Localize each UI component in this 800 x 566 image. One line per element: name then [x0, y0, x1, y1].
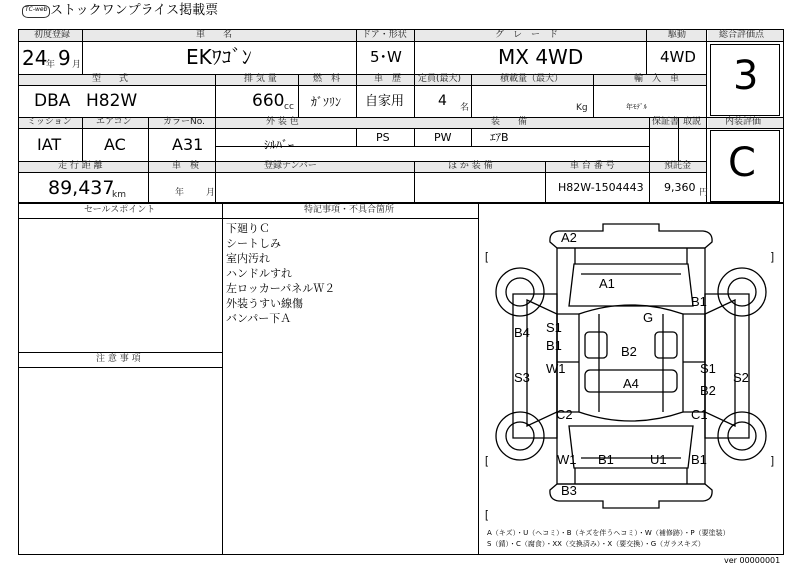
label-history: 車 歴 [374, 74, 402, 84]
note-item: 室内汚れ [226, 252, 270, 265]
label-interior-score: 内装評価 [725, 117, 762, 127]
label-mileage: 走 行 距 離 [58, 161, 103, 171]
label-capacity: 定員(最大) [418, 74, 462, 84]
label-drive: 駆動 [668, 30, 687, 40]
label-aircon: エアコン [96, 117, 132, 127]
mark-s1-right: S1 [700, 361, 716, 376]
label-inspection: 車 検 [172, 161, 200, 171]
capacity-unit: 名 [460, 103, 470, 113]
equip-airbag: ｴｱB [490, 131, 509, 144]
color-no: A31 [172, 135, 204, 154]
price-unit: 円 [699, 188, 709, 198]
label-price: 預託金 [664, 161, 692, 171]
label-notes-header: 特記事項・不具合箇所 [304, 205, 395, 215]
mark-w1-bottom: W1 [557, 452, 577, 467]
reg-year: 24 [22, 46, 48, 70]
import-model-year: 年ﾓﾃﾞﾙ [626, 103, 647, 111]
mark-u1: U1 [650, 452, 667, 467]
mark-c2: C2 [556, 407, 573, 422]
label-mission: ミッション [27, 117, 72, 127]
note-item: 外装うすい線傷 [226, 297, 303, 310]
reg-month: 9 [58, 46, 71, 70]
legend-line-2: S（錆）・C（腐食）・XX（交換済み）・X（要交換）・G（ガラスキズ） [487, 540, 705, 548]
mark-b1-bottom: B1 [598, 452, 614, 467]
bracket-close: ] [771, 251, 775, 263]
bracket-close: ] [771, 455, 775, 467]
label-door-shape: ドア・形状 [362, 30, 407, 40]
mark-w1-left: W1 [546, 361, 566, 376]
aircon: AC [104, 135, 126, 154]
displacement: 660 [252, 91, 285, 111]
mark-b3: B3 [561, 483, 577, 498]
label-displacement: 排 気 量 [244, 74, 277, 84]
model: H82W [86, 91, 138, 111]
label-sales-point: セールスポイント [84, 205, 156, 215]
label-equipment: 装 備 [491, 117, 528, 127]
mark-g: G [643, 310, 654, 325]
reg-month-unit: 月 [72, 60, 82, 70]
label-chassis-no: 車 台 番 号 [570, 161, 615, 171]
note-item: シートしみ [226, 237, 281, 250]
interior-score: C [728, 140, 756, 186]
chassis-no: H82W-1504443 [558, 181, 644, 194]
reg-year-unit: 年 [46, 60, 56, 70]
note-item: 下廻りＣ [226, 222, 270, 235]
equip-ps: PS [376, 131, 390, 144]
label-manual: 取説 [683, 117, 702, 127]
inspection-year-unit: 年 [175, 188, 185, 198]
mission: IAT [37, 135, 62, 154]
label-fuel: 燃 料 [313, 74, 341, 84]
fuel: ｶﾞｿﾘﾝ [311, 95, 342, 109]
label-load: 積載量（最大） [500, 74, 564, 84]
mark-a2: A2 [561, 230, 577, 245]
displacement-unit: cc [284, 102, 294, 112]
version-label: ver 00000001 [724, 556, 781, 565]
label-import: 輸 入 車 [634, 74, 680, 84]
load-unit: Kg [576, 103, 588, 113]
mark-b1-bottom-right: B1 [691, 452, 707, 467]
capacity: 4 [438, 93, 447, 109]
mileage: 89,437 [48, 177, 115, 199]
logo-text: TC-web [25, 6, 48, 13]
note-item: 左ロッカーパネルＷ２ [226, 282, 336, 295]
equip-pw: PW [434, 131, 452, 144]
label-other-equipment: ほ か 装 備 [448, 161, 493, 171]
bracket-open: [ [485, 251, 489, 263]
logo [22, 5, 50, 18]
mark-s3: S3 [514, 370, 530, 385]
mark-b4: B4 [514, 325, 530, 340]
mark-s1-left: S1 [546, 320, 562, 335]
history: 自家用 [365, 94, 405, 109]
grade: MX 4WD [498, 45, 584, 69]
bracket-open: [ [485, 455, 489, 467]
mark-s2: S2 [733, 370, 749, 385]
label-grade: グ レ ー ド [495, 30, 559, 40]
label-reg-number: 登録ナンバー [264, 161, 317, 171]
page-title: ストックワンプライス掲載票 [50, 3, 219, 18]
overall-score: 3 [733, 53, 759, 99]
bracket-open: [ [485, 509, 489, 521]
label-caution: 注 意 事 項 [96, 354, 141, 364]
price: 9,360 [664, 181, 696, 194]
mark-c1: C1 [691, 407, 708, 422]
mark-b1-left: B1 [546, 338, 562, 353]
label-color-no: カラーNo. [163, 117, 205, 127]
legend-line-1: A（キズ）・U（ヘコミ）・B（キズを伴うヘコミ）・W（補修跡）・P（要塗装） [487, 529, 730, 537]
car-name: EKﾜｺﾞﾝ [186, 45, 252, 69]
inspection-month-unit: 月 [206, 188, 216, 198]
drive: 4WD [660, 48, 696, 66]
note-item: バンパー下Ａ [226, 312, 292, 325]
main-table [18, 29, 707, 203]
model-prefix: DBA [34, 91, 71, 111]
mark-a1: A1 [599, 276, 615, 291]
mark-b1-top: B1 [691, 294, 707, 309]
ext-color: ｼﾙﾊﾞｰ [264, 138, 295, 152]
label-first-reg: 初度登録 [34, 30, 71, 40]
car-diagram [479, 204, 783, 554]
notes-list [226, 221, 335, 326]
mark-b2-right: B2 [700, 383, 716, 398]
mark-b2-center: B2 [621, 344, 637, 359]
label-overall-score: 総合評価点 [719, 30, 765, 40]
mark-a4: A4 [623, 376, 639, 391]
note-item: ハンドルすれ [226, 267, 292, 280]
label-model: 型 式 [92, 74, 129, 84]
label-car-name: 車 名 [196, 30, 233, 40]
label-warranty: 保証書 [652, 117, 680, 127]
mileage-unit: km [112, 190, 126, 200]
label-ext-color: 外 装 色 [266, 117, 299, 127]
door-shape: 5･W [370, 48, 402, 66]
